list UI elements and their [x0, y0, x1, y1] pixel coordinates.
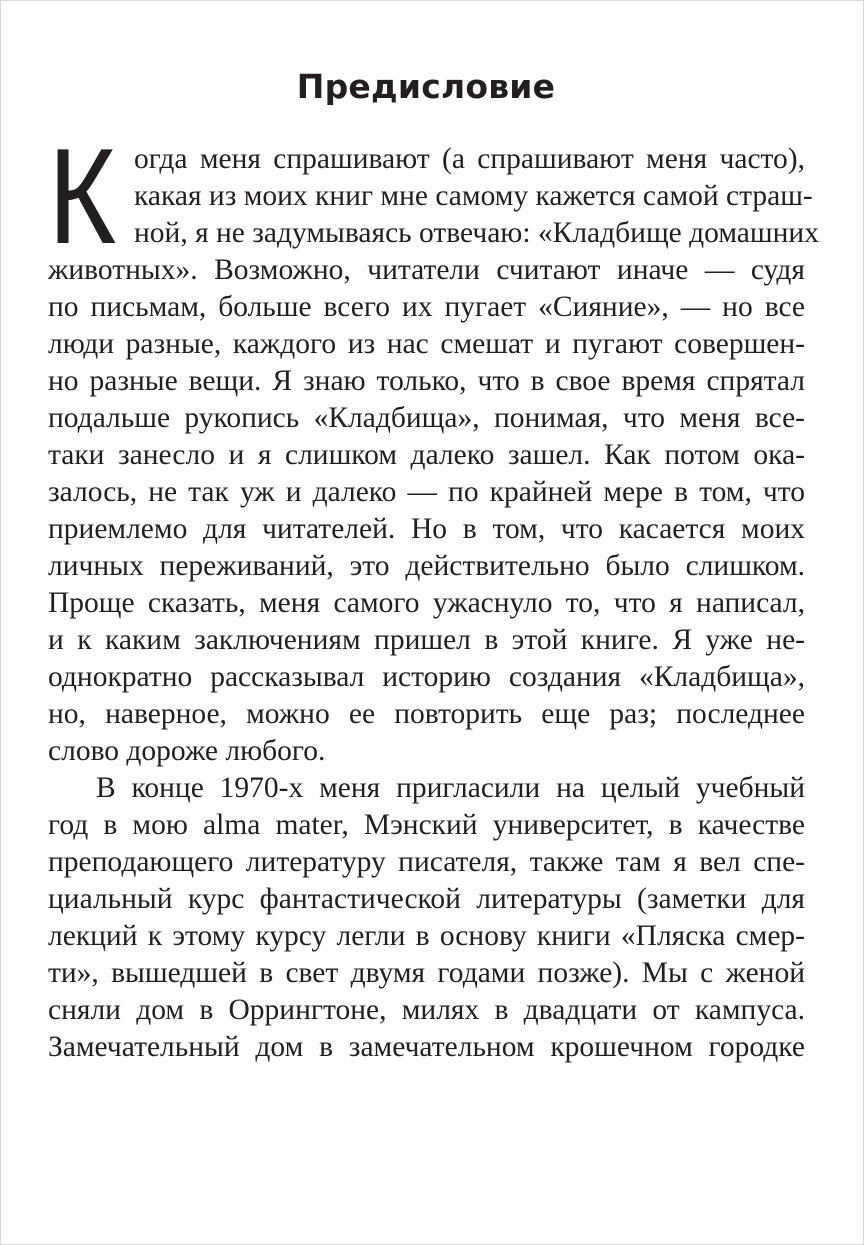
text-line: какая из моих книг мне самому кажется самой страш- [134, 180, 813, 212]
paragraph-1 [48, 120, 819, 770]
text-line: приемлемо для читателей. Но в том, что касается моих [48, 513, 805, 545]
chapter-title: Предисловие [296, 67, 556, 106]
text-line: ти», вышедшей в свет двумя годами позже). Мы с женой [48, 957, 805, 989]
text-line: личных переживаний, это действительно было слишком. [48, 550, 805, 582]
text-line: огда меня спрашивают (а спрашивают меня часто), [134, 143, 805, 175]
text-line: ной, я не задумываясь отвечаю: «Кладбище домашних [134, 217, 819, 249]
text-line: сняли дом в Оррингтоне, милях в двадцати от кампуса. [48, 994, 805, 1026]
text-line: и к каким заключениям пришел в этой книге. Я уже не- [48, 624, 805, 656]
drop-cap: К [48, 120, 115, 272]
text-line: таки занесло и я слишком далеко зашел. Как потом ока- [48, 439, 805, 471]
text-line: Проще сказать, меня самого ужаснуло то, что я написал, [48, 587, 805, 619]
text-line: В конце 1970-х меня пригласили на целый учебный [96, 772, 805, 804]
text-line: животных». Возможно, читатели считают иначе — судя [48, 254, 805, 286]
text-line: по письмам, больше всего их пугает «Сияние», — но все [48, 291, 805, 323]
paragraph-2 [48, 770, 805, 1066]
text-line: год в мою alma mater, Мэнский университет, в качестве [48, 809, 805, 841]
text-line: люди разные, каждого из нас смешат и пугают совершен- [48, 328, 805, 360]
text-line: Замечательный дом в замечательном крошечном городке [48, 1031, 805, 1063]
text-line: циальный курс фантастической литературы (заметки для [48, 883, 805, 915]
text-line: слово дороже любого. [48, 735, 326, 767]
body-text [48, 120, 819, 1066]
text-line: но, наверное, можно ее повторить еще раз; последнее [48, 698, 805, 730]
text-line: однократно рассказывал историю создания «Кладбища», [48, 661, 805, 693]
text-line: лекций к этому курсу легли в основу книги «Пляска смер- [48, 920, 805, 952]
text-line: подальше рукопись «Кладбища», понимая, что меня все- [48, 402, 805, 434]
text-line: преподающего литературу писателя, также там я вел спе- [48, 846, 805, 878]
text-line: но разные вещи. Я знаю только, что в свое время спрятал [48, 365, 805, 397]
text-line: залось, не так уж и далеко — по крайней мере в том, что [48, 476, 805, 508]
